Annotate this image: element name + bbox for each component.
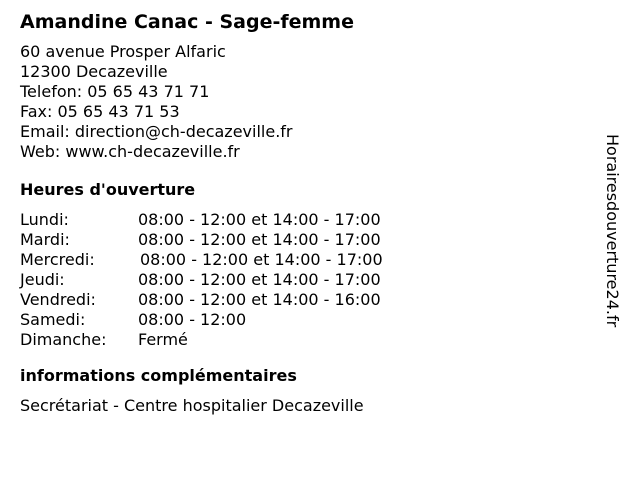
address-city: 12300 Decazeville: [20, 62, 168, 81]
phone-line: Telefon: 05 65 43 71 71: [20, 82, 210, 101]
info-text: Secrétariat - Centre hospitalier Decazeville: [20, 396, 364, 415]
email-line: Email: direction@ch-decazeville.fr: [20, 122, 293, 141]
hours-row: [20, 250, 590, 270]
hours-time: 08:00 - 12:00 et 14:00 - 17:00: [138, 210, 381, 229]
hours-time: 08:00 - 12:00 et 14:00 - 17:00: [138, 270, 381, 289]
hours-day: Mardi:: [20, 230, 70, 249]
info-heading: informations complémentaires: [20, 366, 297, 385]
address-street: 60 avenue Prosper Alfaric: [20, 42, 226, 61]
hours-row: [20, 330, 590, 350]
page-title: Amandine Canac - Sage-femme: [20, 11, 354, 33]
fax-line: Fax: 05 65 43 71 53: [20, 102, 180, 121]
hours-row: [20, 230, 590, 250]
hours-day: Vendredi:: [20, 290, 96, 309]
address-block: [20, 42, 590, 162]
hours-time: 08:00 - 12:00 et 14:00 - 17:00: [138, 230, 381, 249]
hours-row: [20, 310, 590, 330]
opening-hours-list: [20, 210, 590, 350]
hours-time: 08:00 - 12:00: [138, 310, 247, 329]
hours-row: [20, 270, 590, 290]
hours-day: Dimanche:: [20, 330, 107, 349]
hours-row: [20, 210, 590, 230]
hours-day: Samedi:: [20, 310, 86, 329]
hours-day: Mercredi:: [20, 250, 95, 269]
hours-row: [20, 290, 590, 310]
hours-day: Jeudi:: [20, 270, 65, 289]
hours-time: 08:00 - 12:00 et 14:00 - 17:00: [140, 250, 383, 269]
hours-day: Lundi:: [20, 210, 69, 229]
web-line: Web: www.ch-decazeville.fr: [20, 142, 240, 161]
hours-time: Fermé: [138, 330, 188, 349]
hours-heading: Heures d'ouverture: [20, 180, 196, 199]
site-watermark: Horairesdouverture24.fr: [603, 134, 622, 328]
business-card: [20, 10, 590, 416]
hours-time: 08:00 - 12:00 et 14:00 - 16:00: [138, 290, 381, 309]
